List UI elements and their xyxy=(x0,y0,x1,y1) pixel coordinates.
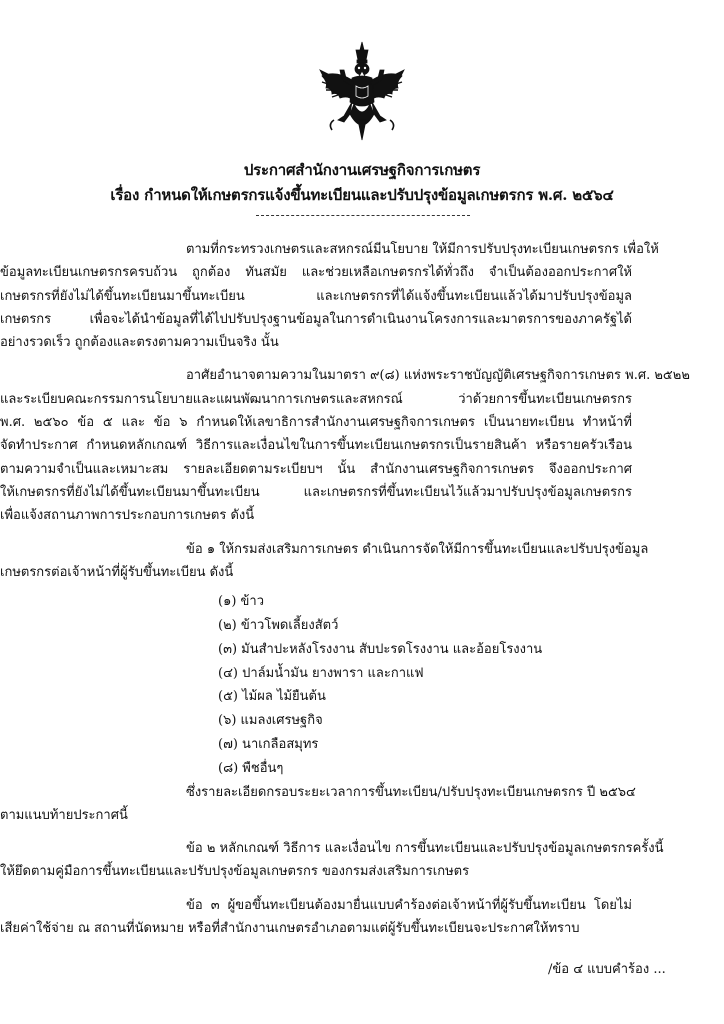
clause-3 xyxy=(0,894,632,941)
text-line: เสียค่าใช้จ่าย ณ สถานที่นัดหมาย หรือที่สำนักงานเกษตรอำเภอตามแต่ผู้รับขึ้นทะเบียนจะประกาศให้ทราบ xyxy=(0,921,580,937)
text-line: ตามแนบท้ายประกาศนี้ xyxy=(0,807,128,823)
clause-1 xyxy=(0,538,649,585)
clause-1-note xyxy=(0,781,636,828)
list-item: (๕) ไม้ผล ไม้ยืนต้น xyxy=(218,689,326,705)
text-line: ให้ยึดตามคู่มือการขึ้นทะเบียนและปรับปรุงข้อมูลเกษตรกร ของกรมส่งเสริมการเกษตร xyxy=(0,864,470,880)
text-line: เกษตรกรที่ยังไม่ได้ขึ้นทะเบียนมาขึ้นทะเบียน และเกษตรกรที่ได้แจ้งขึ้นทะเบียนแล้วได้มาปรับปรุงข้อมูล xyxy=(0,288,632,304)
paragraph-authority xyxy=(0,364,690,527)
paragraph-intro xyxy=(0,238,659,354)
list-item: (๘) พืชอื่นๆ xyxy=(218,760,284,776)
text-line: และระเบียบคณะกรรมการนโยบายและแผนพัฒนาการเกษตรและสหกรณ์ ว่าด้วยการขึ้นทะเบียนเกษตรกร xyxy=(0,391,632,407)
text-line: เกษตรกรต่อเจ้าหน้าที่ผู้รับขึ้นทะเบียน ดังนี้ xyxy=(0,564,234,580)
text-line: พ.ศ. ๒๕๖๐ ข้อ ๕ และ ข้อ ๖ กำหนดให้เลขาธิการสำนักงานเศรษฐกิจการเกษตร เป็นนายทะเบียน ทำหน้าที่ xyxy=(0,415,632,431)
text-line: ตามความจำเป็นและเหมาะสม รายละเอียดตามระเบียบฯ นั้น สำนักงานเศรษฐกิจการเกษตร จึงออกประกาศ xyxy=(0,461,632,477)
text-line: อย่างรวดเร็ว ถูกต้องและตรงตามความเป็นจริง นั้น xyxy=(0,335,279,351)
text-line: ตามที่กระทรวงเกษตรและสหกรณ์มีนโยบาย ให้มีการปรับปรุงทะเบียนเกษตรกร เพื่อให้ xyxy=(186,242,659,257)
list-item: (๒) ข้าวโพดเลี้ยงสัตว์ xyxy=(218,617,339,633)
list-item: (๔) ปาล์มน้ำมัน ยางพารา และกาแฟ xyxy=(218,665,424,681)
commodity-list xyxy=(94,590,632,780)
text-line: ซึ่งรายละเอียดกรอบระยะเวลาการขึ้นทะเบียน/ปรับปรุงทะเบียนเกษตรกร ปี ๒๕๖๔ xyxy=(186,784,636,800)
title-divider xyxy=(256,215,470,216)
text-line: ข้อ ๑ ให้กรมส่งเสริมการเกษตร ดำเนินการจัดให้มีการขึ้นทะเบียนและปรับปรุงข้อมูล xyxy=(186,541,649,557)
text-line: เพื่อแจ้งสถานภาพการประกอบการเกษตร ดังนี้ xyxy=(0,508,255,524)
document-body xyxy=(0,238,690,940)
text-line: อาศัยอำนาจตามความในมาตรา ๙(๘) แห่งพระราชบัญญัติเศรษฐกิจการเกษตร พ.ศ. ๒๕๒๒ xyxy=(186,368,690,384)
text-line: เกษตรกร เพื่อจะได้นำข้อมูลที่ได้ไปปรับปรุงฐานข้อมูลในการดำเนินงานโครงการและมาตรการของภาครัฐได้ xyxy=(0,311,632,327)
text-line: ข้อมูลทะเบียนเกษตรกรครบถ้วน ถูกต้อง ทันสมัย และช่วยเหลือเกษตรกรได้ทั่วถึง จำเป็นต้องออกประกาศให้ xyxy=(0,265,632,281)
list-item: (๑) ข้าว xyxy=(218,594,265,610)
document-title: ประกาศสำนักงานเศรษฐกิจการเกษตร xyxy=(243,161,481,179)
list-item: (๗) นาเกลือสมุทร xyxy=(218,736,319,752)
text-line: จัดทำประกาศ กำหนดหลักเกณฑ์ วิธีการและเงื่อนไขในการขึ้นทะเบียนเกษตรกรเป็นรายสินค้า หรือรายครัวเรือน xyxy=(0,438,632,454)
list-item: (๖) แมลงเศรษฐกิจ xyxy=(218,713,323,729)
text-line: ให้เกษตรกรที่ยังไม่ได้ขึ้นทะเบียนมาขึ้นทะเบียน และเกษตรกรที่ขึ้นทะเบียนไว้แล้วมาปรับปรุงข้อมูลเกษตรกร xyxy=(0,484,632,500)
page-continuation: /ข้อ ๔ แบบคำร้อง ... xyxy=(548,962,666,977)
text-line: ข้อ ๒ หลักเกณฑ์ วิธีการ และเงื่อนไข การขึ้นทะเบียนและปรับปรุงข้อมูลเกษตรกรครั้งนี้ xyxy=(186,841,664,857)
list-item: (๓) มันสำปะหลังโรงงาน สับปะรดโรงงาน และอ้อยโรงงาน xyxy=(218,641,543,657)
garuda-emblem-icon xyxy=(318,40,406,148)
clause-2 xyxy=(0,837,664,884)
document-subject: เรื่อง กำหนดให้เกษตรกรแจ้งขึ้นทะเบียนและปรับปรุงข้อมูลเกษตรกร พ.ศ. ๒๕๖๔ xyxy=(110,186,614,204)
text-line: ข้อ ๓ ผู้ขอขึ้นทะเบียนต้องมายื่นแบบคำร้องต่อเจ้าหน้าที่ผู้รับขึ้นทะเบียน โดยไม่ xyxy=(186,897,632,913)
